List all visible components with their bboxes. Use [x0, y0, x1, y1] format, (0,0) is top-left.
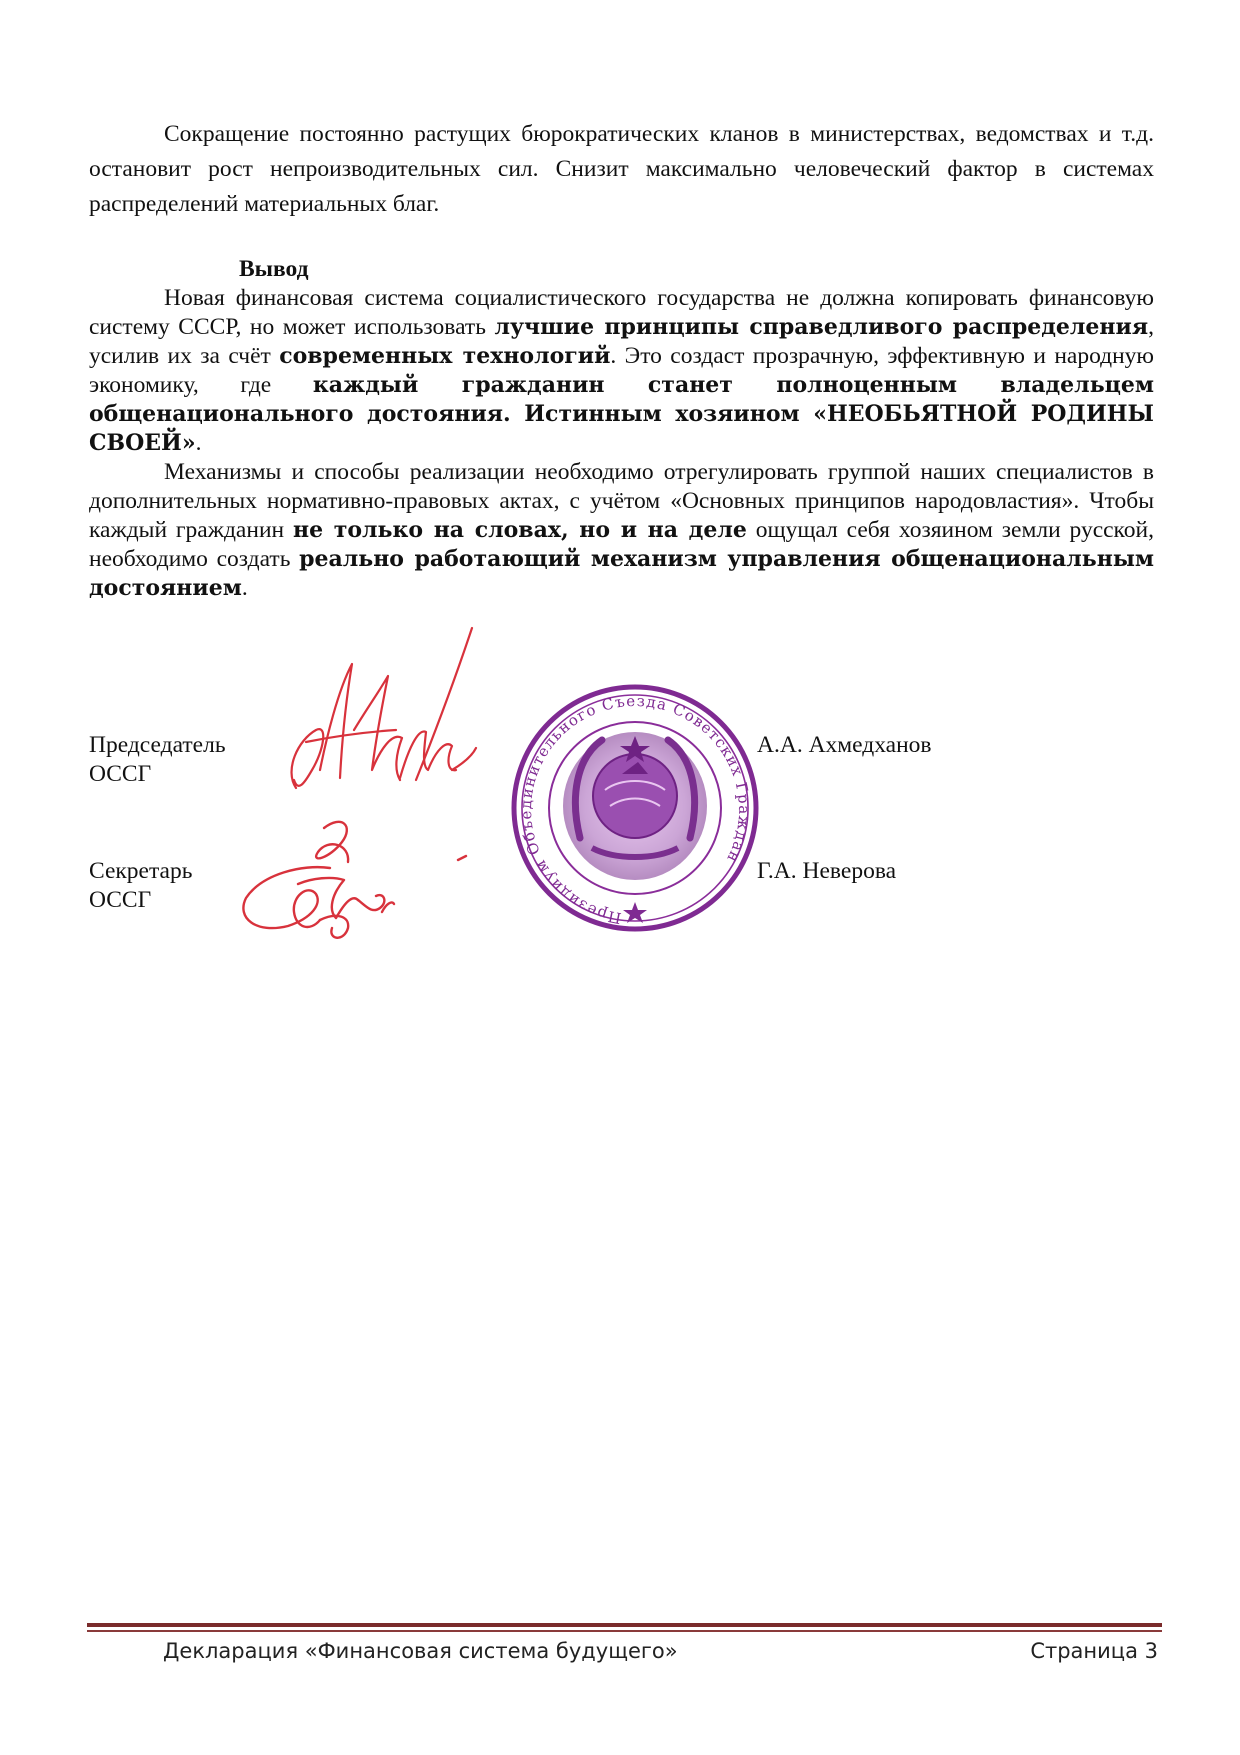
emphasis-mechanism: реально работающий механизм управления общенациональным достоянием [89, 546, 1154, 601]
chairman-organization: ОССГ [89, 761, 152, 787]
footer-rule-thin [87, 1630, 1162, 1632]
text-run: . [241, 575, 248, 601]
text-run: ощущал себя хозяином земли русской, необходимо создать [89, 517, 1154, 572]
footer-document-title: Декларация «Финансовая система будущего» [163, 1639, 678, 1663]
emphasis-owner: каждый гражданин станет полноценным владельцем общенационального достояния. Истинным хозяином «НЕОБЬЯТНОЙ РОДИНЫ СВОЕЙ» [89, 372, 1154, 456]
text-run: . [195, 430, 202, 456]
footer-rule-thick [87, 1623, 1162, 1627]
text-run: . Это создаст прозрачную, эффективную и народную экономику, где [89, 343, 1154, 398]
conclusion-paragraph-1 [89, 284, 1154, 458]
conclusion-heading: Вывод [239, 256, 309, 282]
text-run: , усилив их за счёт [89, 314, 1154, 369]
secretary-role: Секретарь [89, 858, 193, 884]
emphasis-in-deed: не только на словах, но и на деле [292, 517, 747, 543]
secretary-organization: ОССГ [89, 887, 152, 913]
conclusion-paragraph-2 [89, 458, 1154, 603]
chairman-signature [276, 620, 496, 820]
secretary-signature [232, 808, 482, 958]
seal-star [623, 902, 647, 923]
conclusion-section [89, 255, 1154, 603]
text-run: Новая финансовая система социалистического государства не должна копировать финансовую систему СССР, но может использовать [89, 285, 1154, 340]
text-run: Механизмы и способы реализации необходимо отрегулировать группой наших специалистов в дополнительных нормативно-правовых актах, с учётом «Основных принципов народовластия». Чтобы каждый гражданин [89, 459, 1154, 543]
footer-page-number: Страница 3 [1030, 1639, 1158, 1663]
seal-emblem [563, 732, 707, 880]
emphasis-technologies: современных технологий [279, 343, 611, 369]
chairman-role: Председатель [89, 732, 226, 758]
chairman-name: А.А. Ахмедханов [757, 732, 932, 758]
seal-ring-text: Президиум Объединительного Съезда Советских Граждан [516, 691, 754, 928]
official-seal [510, 678, 760, 936]
emphasis-principles: лучшие принципы справедливого распределения [494, 314, 1149, 340]
secretary-name: Г.А. Неверова [757, 858, 897, 884]
paragraph-bureaucracy: Сокращение постоянно растущих бюрократических кланов в министерствах, ведомствах и т.д. остановит рост непроизводительных сил. Снизит максимально человеческий фактор в системах распределений материальных благ. [89, 121, 1154, 217]
